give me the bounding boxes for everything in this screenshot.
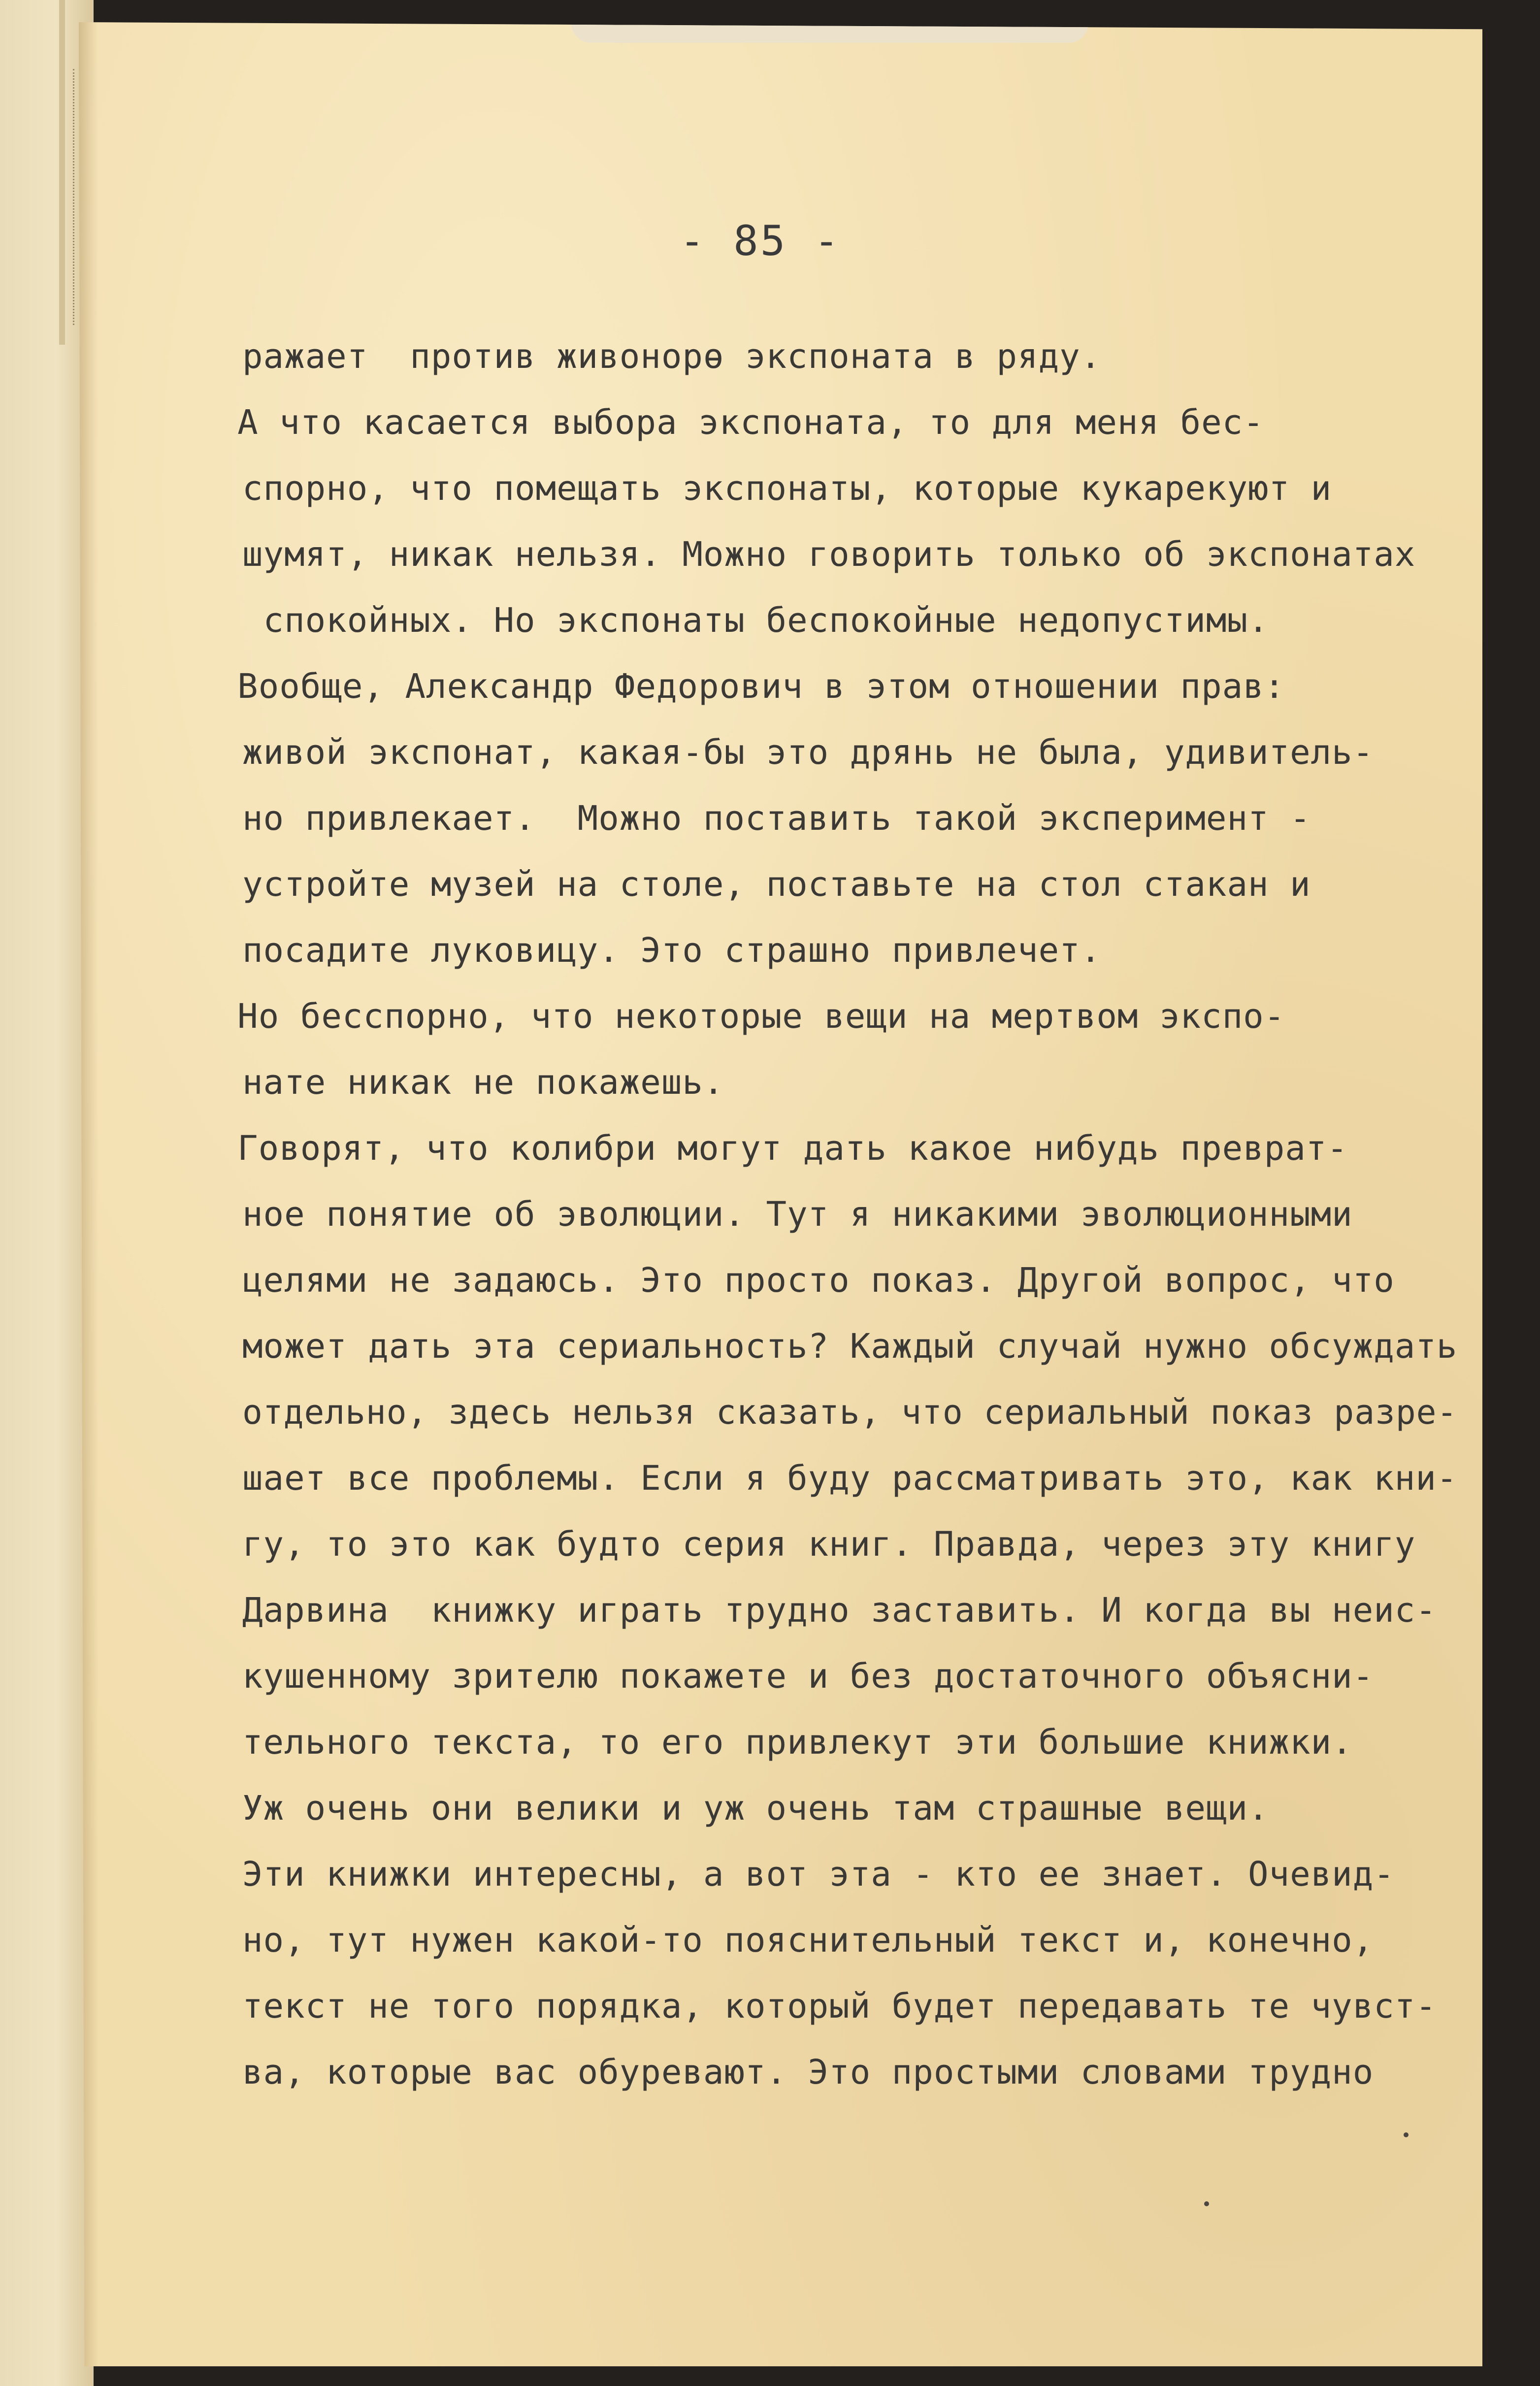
text-line: Говорят, что колибри могут дать какое нибудь преврат- <box>154 1129 1348 1168</box>
previous-page-edge <box>0 0 94 2386</box>
text-line: текст не того порядка, который будет передавать те чувст- <box>242 1987 1437 2026</box>
text-line: Эти книжки интересны, а вот эта - кто ее знает. Очевид- <box>242 1855 1395 1894</box>
text-line: Вообще, Александр Федорович в этом отношении прав: <box>154 667 1285 706</box>
text-line: живой экспонат, какая-бы это дрянь не была, удивитель- <box>242 733 1374 772</box>
text-line: посадите луковицу. Это страшно привлечет. <box>242 931 1102 970</box>
text-line: ное понятие об эволюции. Тут я никакими эволюционными <box>242 1195 1353 1234</box>
text-line: может дать эта сериальность? Каждый случай нужно обсуждать <box>242 1327 1458 1366</box>
text-line: целями не задаюсь. Это просто показ. Другой вопрос, что <box>242 1261 1395 1300</box>
text-line: тельного текста, то его привлекут эти большие книжки. <box>242 1723 1353 1762</box>
text-line: спокойных. Но экспонаты беспокойные недопустимы. <box>242 601 1269 640</box>
previous-page-shadow <box>59 0 65 345</box>
text-line: но привлекает. Можно поставить такой эксперимент - <box>242 799 1311 838</box>
text-line: устройте музей на столе, поставьте на стол стакан и <box>242 865 1311 904</box>
text-line: шумят, никак нельзя. Можно говорить только об экспонатах <box>242 535 1416 574</box>
text-line: кушенному зрителю покажете и без достаточного объясни- <box>242 1657 1374 1696</box>
page-number: - 85 - <box>680 217 841 265</box>
text-line: ва, которые вас обуревают. Это простыми словами трудно <box>242 2053 1374 2092</box>
text-line: гу, то это как будто серия книг. Правда, через эту книгу <box>242 1525 1416 1564</box>
top-paper-strip <box>571 22 1088 43</box>
text-line: ражает против живонорө экспоната в ряду. <box>242 337 1102 376</box>
text-line: нате никак не покажешь. <box>242 1063 724 1102</box>
ink-speck <box>1404 2132 1409 2137</box>
text-line: Уж очень они велики и уж очень там страшные вещи. <box>242 1789 1269 1828</box>
text-line: отдельно, здесь нельзя сказать, что сериальный показ разре- <box>242 1393 1458 1432</box>
text-line: но, тут нужен какой-то пояснительный текст и, конечно, <box>242 1921 1374 1960</box>
ink-speck <box>1204 2201 1209 2206</box>
text-line: спорно, что помещать экспонаты, которые кукарекуют и <box>242 469 1332 508</box>
text-line: А что касается выбора экспоната, то для меня бес- <box>154 403 1264 442</box>
text-line: Но бесспорно, что некоторые вещи на мертвом экспо- <box>154 997 1285 1036</box>
text-line: Дарвина книжку играть трудно заставить. И когда вы неис- <box>242 1591 1437 1630</box>
text-line: шает все проблемы. Если я буду рассматривать это, как кни- <box>242 1459 1458 1498</box>
